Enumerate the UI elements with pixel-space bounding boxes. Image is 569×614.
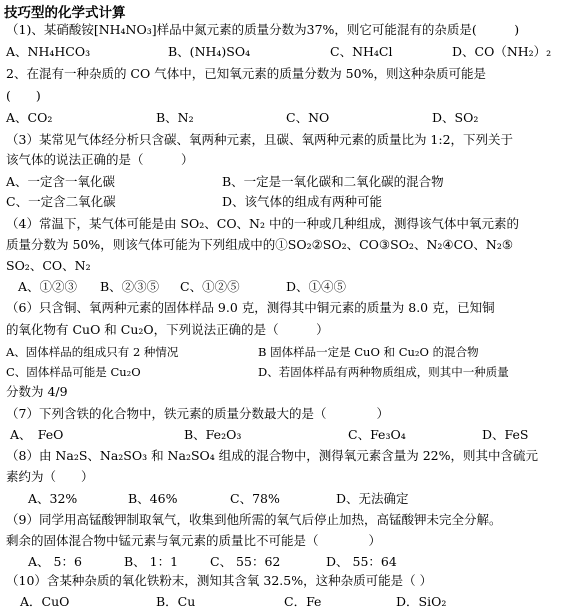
q3-option-a: A、一定含一氧化碳 (6, 174, 116, 189)
q4-options (0, 279, 569, 295)
q9-stem-line-2: 剩余的固体混合物中锰元素与氧元素的质量比不可能是（ ） (6, 533, 382, 548)
q3-options-row-2 (0, 194, 569, 210)
q1-option-c: C、NH₄Cl (330, 44, 393, 59)
q6-option-b: B 固体样品一定是 CuO 和 Cu₂O 的混合物 (258, 345, 479, 359)
q1-option-a: A、NH₄HCO₃ (6, 44, 91, 59)
q2-stem-line-1: 2、在混有一种杂质的 CO 气体中，已知氧元素的质量分数为 50%，则这种杂质可能是 (6, 66, 486, 81)
q7-option-b: B、Fe₂O₃ (184, 427, 242, 442)
q2-option-b: B、N₂ (156, 110, 194, 125)
q7-option-d: D、FeS (482, 427, 529, 442)
q1-option-b: B、(NH₄)SO₄ (168, 44, 251, 59)
q8-options (0, 491, 569, 507)
q4-stem-line-1: （4）常温下，某气体可能是由 SO₂、CO、N₂ 中的一种或几种组成，测得该气体中氧元素的 (6, 216, 519, 231)
q6-option-d: D、若固体样品有两种物质组成，则其中一种质量 (258, 365, 509, 379)
q1-options (0, 44, 569, 60)
q6-options-row-2 (0, 364, 569, 380)
q2-stem-line-2: ( ) (6, 88, 41, 103)
q2-option-d: D、SO₂ (432, 110, 479, 125)
q6-option-d-continuation: 分数为 4/9 (6, 384, 68, 399)
q7-option-c: C、Fe₃O₄ (348, 427, 406, 442)
q8-option-d: D、无法确定 (336, 491, 409, 506)
q6-option-c: C、固体样品可能是 Cu₂O (6, 365, 141, 379)
page-title: 技巧型的化学式计算 (4, 5, 126, 21)
q4-stem-line-3: SO₂、CO、N₂ (6, 258, 91, 273)
q7-options (0, 427, 569, 443)
q2-option-c: C、NO (286, 110, 330, 125)
q9-options (0, 554, 569, 570)
q10-option-a: A．CuO (20, 594, 70, 609)
q10-option-c: C．Fe (284, 594, 322, 609)
q9-option-d: D、 55：64 (326, 554, 397, 569)
q1-option-d: D、CO（NH₂）₂ (452, 44, 552, 59)
q9-option-a: A、 5：6 (28, 554, 82, 569)
q3-option-b: B、一定是一氧化碳和二氧化碳的混合物 (222, 174, 444, 189)
q3-stem-line-2: 该气体的说法正确的是（ ） (6, 152, 194, 167)
q9-option-b: B、 1：1 (124, 554, 179, 569)
q3-stem-line-1: （3）某常见气体经分析只含碳、氧两种元素，且碳、氧两种元素的质量比为 1:2，下列关于 (6, 132, 514, 147)
q6-options-row-1 (0, 344, 569, 360)
q3-option-d: D、该气体的组成有两种可能 (222, 194, 383, 209)
q6-stem-line-1: （6）只含铜、氧两种元素的固体样品 9.0 克，测得其中铜元素的质量为 8.0 克，已知铜 (6, 300, 495, 315)
q4-option-d: D、①④⑤ (286, 279, 347, 294)
q8-option-b: B、46% (128, 491, 178, 506)
q2-option-a: A、CO₂ (6, 110, 53, 125)
q10-option-d: D．SiO₂ (396, 594, 447, 609)
q7-option-a: A、 FeO (10, 427, 64, 442)
q8-stem-line-2: 素约为（ ） (6, 469, 94, 484)
q8-stem-line-1: （8）由 Na₂S、Na₂SO₃ 和 Na₂SO₄ 组成的混合物中，测得氧元素含量为 22%，则其中含硫元 (6, 448, 539, 463)
q3-options-row-1 (0, 174, 569, 190)
q3-option-c: C、一定含二氧化碳 (6, 194, 116, 209)
q9-stem-line-1: （9）同学用高锰酸钾制取氧气，收集到他所需的氧气后停止加热，高锰酸钾未完全分解。 (6, 512, 502, 527)
q4-option-b: B、②③⑤ (100, 279, 160, 294)
q4-option-c: C、①②⑤ (180, 279, 240, 294)
q9-option-c: C、 55：62 (210, 554, 281, 569)
q8-option-a: A、32% (28, 491, 78, 506)
q10-options (0, 594, 569, 610)
q10-option-b: B．Cu (156, 594, 196, 609)
q8-option-c: C、78% (230, 491, 280, 506)
q2-options (0, 110, 569, 126)
q7-stem: （7）下列含铁的化合物中，铁元素的质量分数最大的是（ ） (6, 406, 389, 421)
q1-stem: （1)、某硝酸铵[NH₄NO₃]样品中氮元素的质量分数为37%，则它可能混有的杂质是( ) (6, 22, 520, 37)
q4-option-a: A、①②③ (18, 279, 78, 294)
q6-stem-line-2: 的氧化物有 CuO 和 Cu₂O，下列说法正确的是（ ） (6, 322, 329, 337)
q10-stem: （10）含某种杂质的氧化铁粉末，测知其含氧 32.5%，这种杂质可能是（ ） (6, 573, 433, 588)
q4-stem-line-2: 质量分数为 50%，则该气体可能为下列组成中的①SO₂②SO₂、CO③SO₂、N₂④CO、N₂⑤ (6, 237, 514, 252)
q6-option-a: A、固体样品的组成只有 2 种情况 (6, 345, 179, 359)
